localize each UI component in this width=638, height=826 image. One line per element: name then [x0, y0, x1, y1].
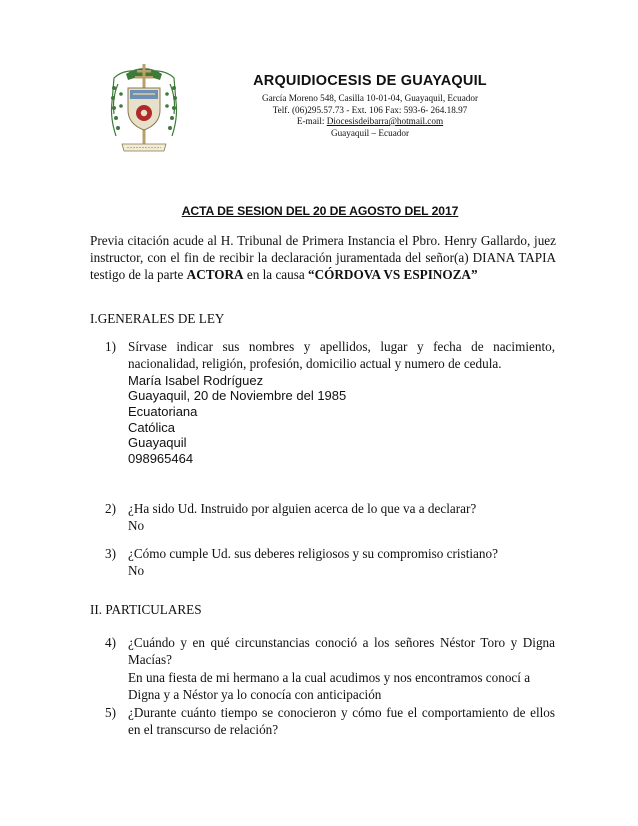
question-text: ¿Ha sido Ud. Instruido por alguien acerca de lo que va a declarar? [128, 501, 477, 516]
intro-text-1: Previa citación acude al H. Tribunal de Primera Instancia el Pbro. Henry Gallardo, juez instructor, con el fin de recibir la declaración juramentada del señor(a) DIANA TAPIA testigo de la parte [90, 233, 556, 282]
answer-line: Guayaquil [128, 435, 187, 451]
question-number: 1) [105, 339, 116, 354]
city-line: Guayaquil – Ecuador [330, 127, 410, 138]
archdiocese-crest-icon [104, 58, 184, 162]
section-heading-particulares: II. PARTICULARES [90, 602, 202, 617]
letterhead [210, 73, 530, 139]
answer-line: No [128, 518, 145, 534]
intro-text-2: en la causa [243, 267, 309, 282]
answer-line: No [128, 563, 145, 579]
answer-text: En una fiesta de mi hermano a la cual acudimos y nos encontramos conocí a Digna y a Néstor ya lo conocía con anticipación [128, 669, 531, 703]
email-label: E-mail: [296, 116, 327, 126]
question-number: 5) [105, 705, 116, 720]
question-2 [105, 500, 555, 535]
email-link[interactable]: Diocesisdeibarra@hotmail.com [326, 116, 444, 126]
answer-line: Ecuatoriana [128, 404, 198, 419]
answer-line: María Isabel Rodríguez [128, 372, 264, 388]
question-number: 4) [105, 635, 116, 650]
party-label: ACTORA [186, 267, 244, 282]
question-text: Sírvase indicar sus nombres y apellidos, lugar y fecha de nacimiento, nacionalidad, religión, profesión, domicilio actual y numero de cedula. [128, 339, 555, 372]
intro-paragraph [90, 232, 556, 283]
question-text: ¿Cuándo y en qué circunstancias conoció a los señores Néstor Toro y Digna Macías? [128, 635, 555, 668]
question-text: ¿Cómo cumple Ud. sus deberes religiosos y su compromiso cristiano? [128, 546, 498, 561]
answer-line: Católica [128, 419, 175, 435]
document-title: ACTA DE SESION DEL 20 DE AGOSTO DEL 2017 [181, 204, 459, 218]
address-line: García Moreno 548, Casilla 10-01-04, Guayaquil, Ecuador [261, 93, 479, 103]
organization-name: ARQUIDIOCESIS DE GUAYAQUIL [253, 73, 487, 89]
question-number: 2) [105, 501, 116, 516]
phone-line: Telf. (06)295.57.73 - Ext. 106 Fax: 593-6- 264.18.97 [272, 104, 468, 115]
question-3 [105, 545, 555, 580]
question-5 [105, 704, 555, 739]
question-text: ¿Durante cuánto tiempo se conocieron y cómo fue el comportamiento de ellos en el transcurso de relación? [128, 705, 555, 738]
question-4 [105, 634, 555, 704]
question-number: 3) [105, 546, 116, 561]
case-name: “CÓRDOVA VS ESPINOZA” [308, 267, 478, 282]
section-heading-generales: I.GENERALES DE LEY [90, 311, 225, 326]
answer-line: Guayaquil, 20 de Noviembre del 1985 [128, 388, 347, 404]
question-1 [105, 338, 555, 466]
answer-line: 098965464 [128, 450, 194, 466]
email-line [210, 116, 530, 128]
